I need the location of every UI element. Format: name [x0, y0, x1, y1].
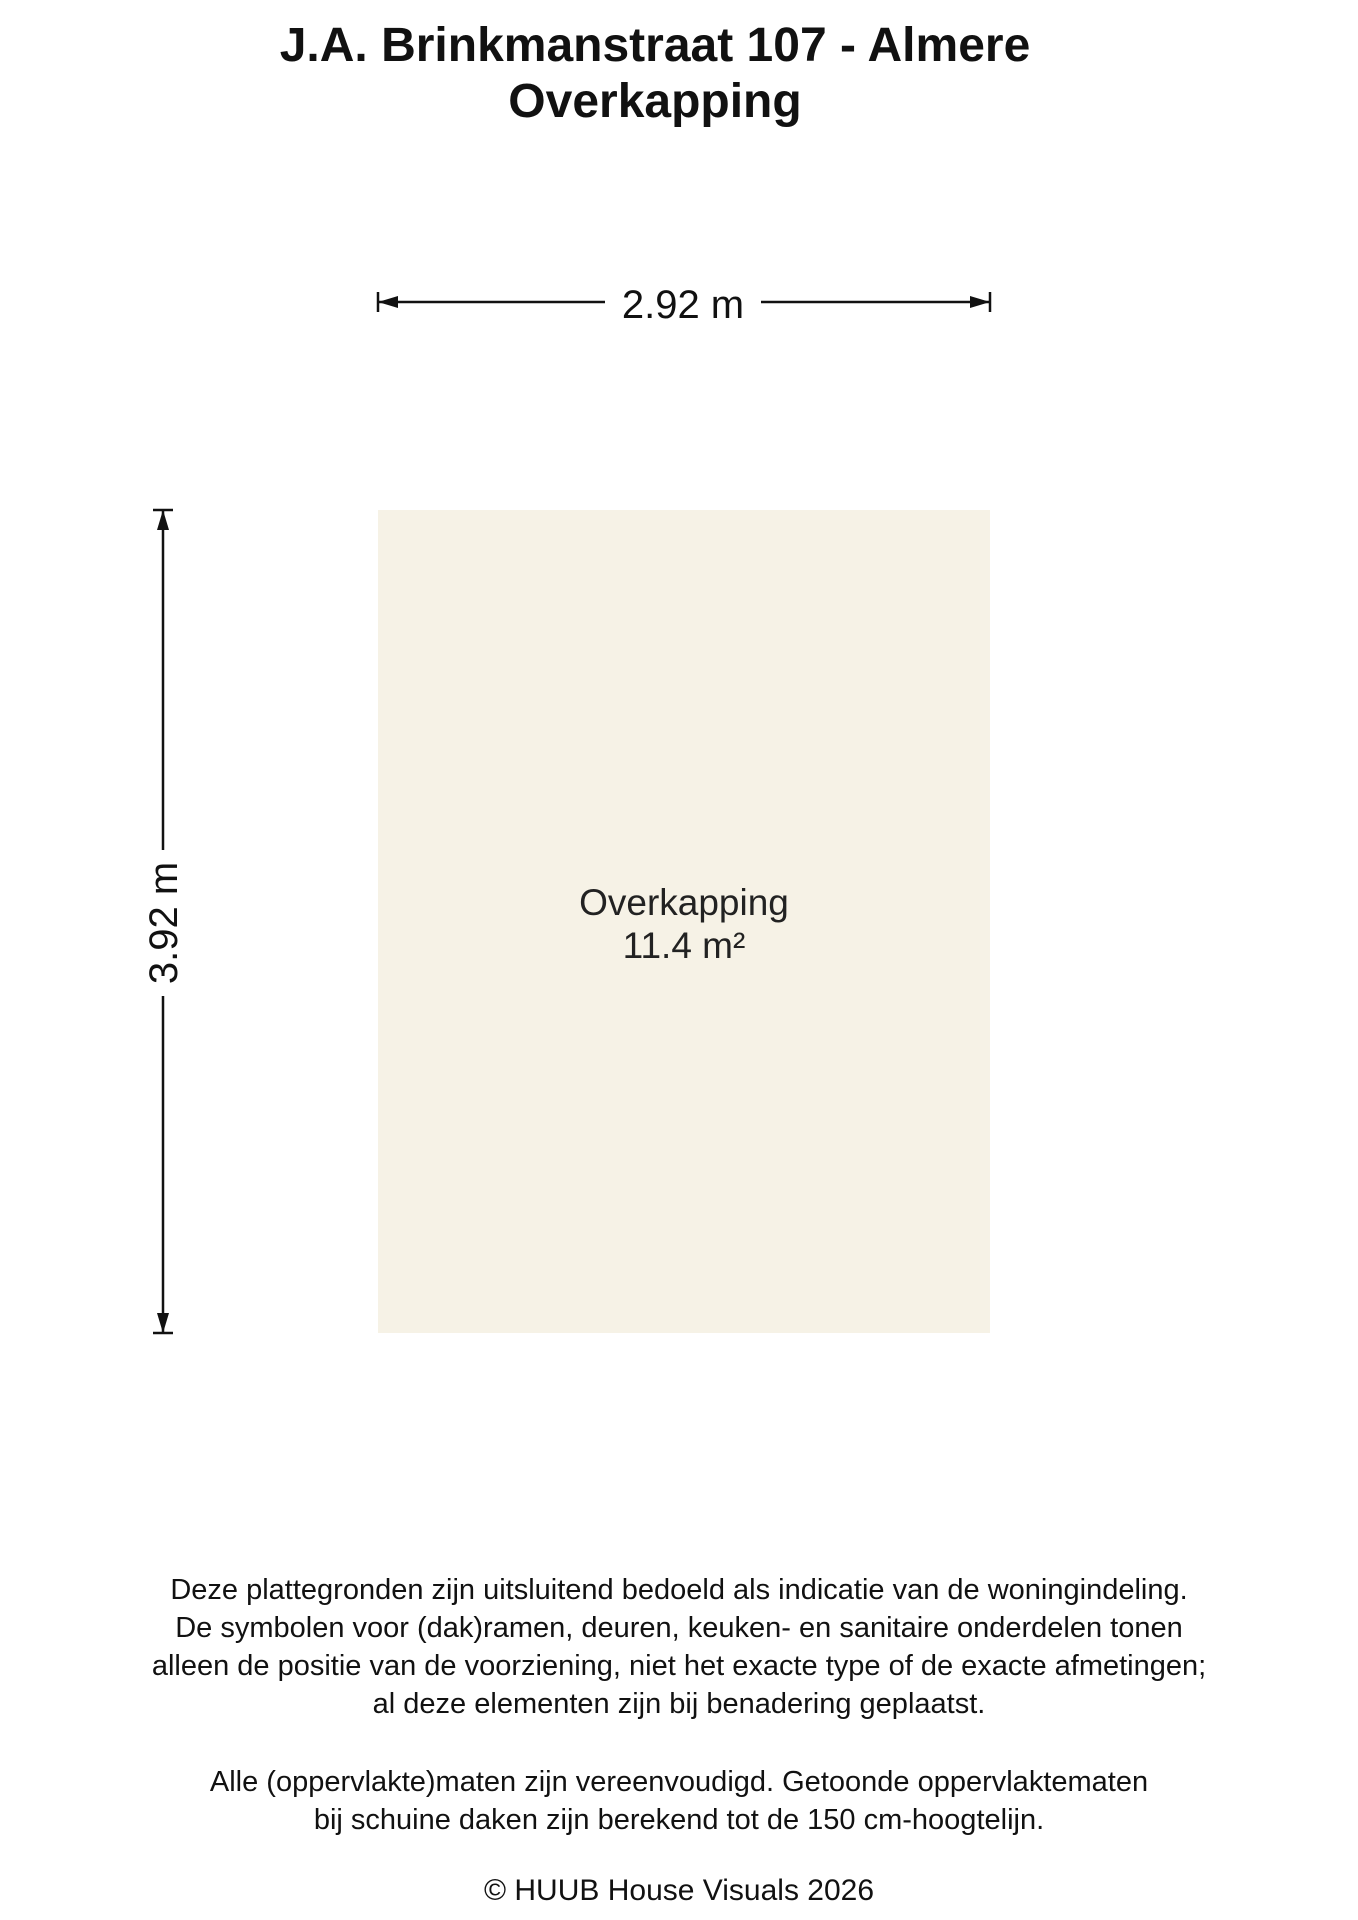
room-area: 11.4 m² [622, 925, 746, 966]
width-dimension [378, 283, 990, 327]
height-label: 3.92 m [142, 861, 186, 985]
width-label: 2.92 m [621, 283, 745, 327]
room-name: Overkapping [579, 882, 789, 923]
copyright-notice: © HUUB House Visuals 2026 [483, 1874, 875, 1907]
arrow-down-icon [157, 1313, 169, 1333]
disclaimer-paragraph-2 [0, 1763, 1358, 1839]
disclaimer-line: alleen de positie van de voorziening, niet het exacte type of de exacte afmetingen; [151, 1650, 1207, 1682]
disclaimer-line: al deze elementen zijn bij benadering geplaatst. [372, 1688, 986, 1720]
page-title: J.A. Brinkmanstraat 107 - Almere [279, 19, 1031, 72]
arrow-right-icon [970, 296, 990, 308]
disclaimer-paragraph-1 [0, 1571, 1358, 1723]
disclaimer-line: Deze plattegronden zijn uitsluitend bedoeld als indicatie van de woningindeling. [170, 1574, 1188, 1606]
disclaimer-line: De symbolen voor (dak)ramen, deuren, keuken- en sanitaire onderdelen tonen [175, 1612, 1183, 1644]
arrow-left-icon [378, 296, 398, 308]
height-dimension [142, 510, 186, 1333]
disclaimer-line: Alle (oppervlakte)maten zijn vereenvoudigd. Getoonde oppervlaktematen [209, 1766, 1149, 1798]
arrow-up-icon [157, 510, 169, 530]
page-subtitle: Overkapping [508, 75, 802, 128]
disclaimer-line: bij schuine daken zijn berekend tot de 150 cm-hoogtelijn. [313, 1804, 1045, 1836]
